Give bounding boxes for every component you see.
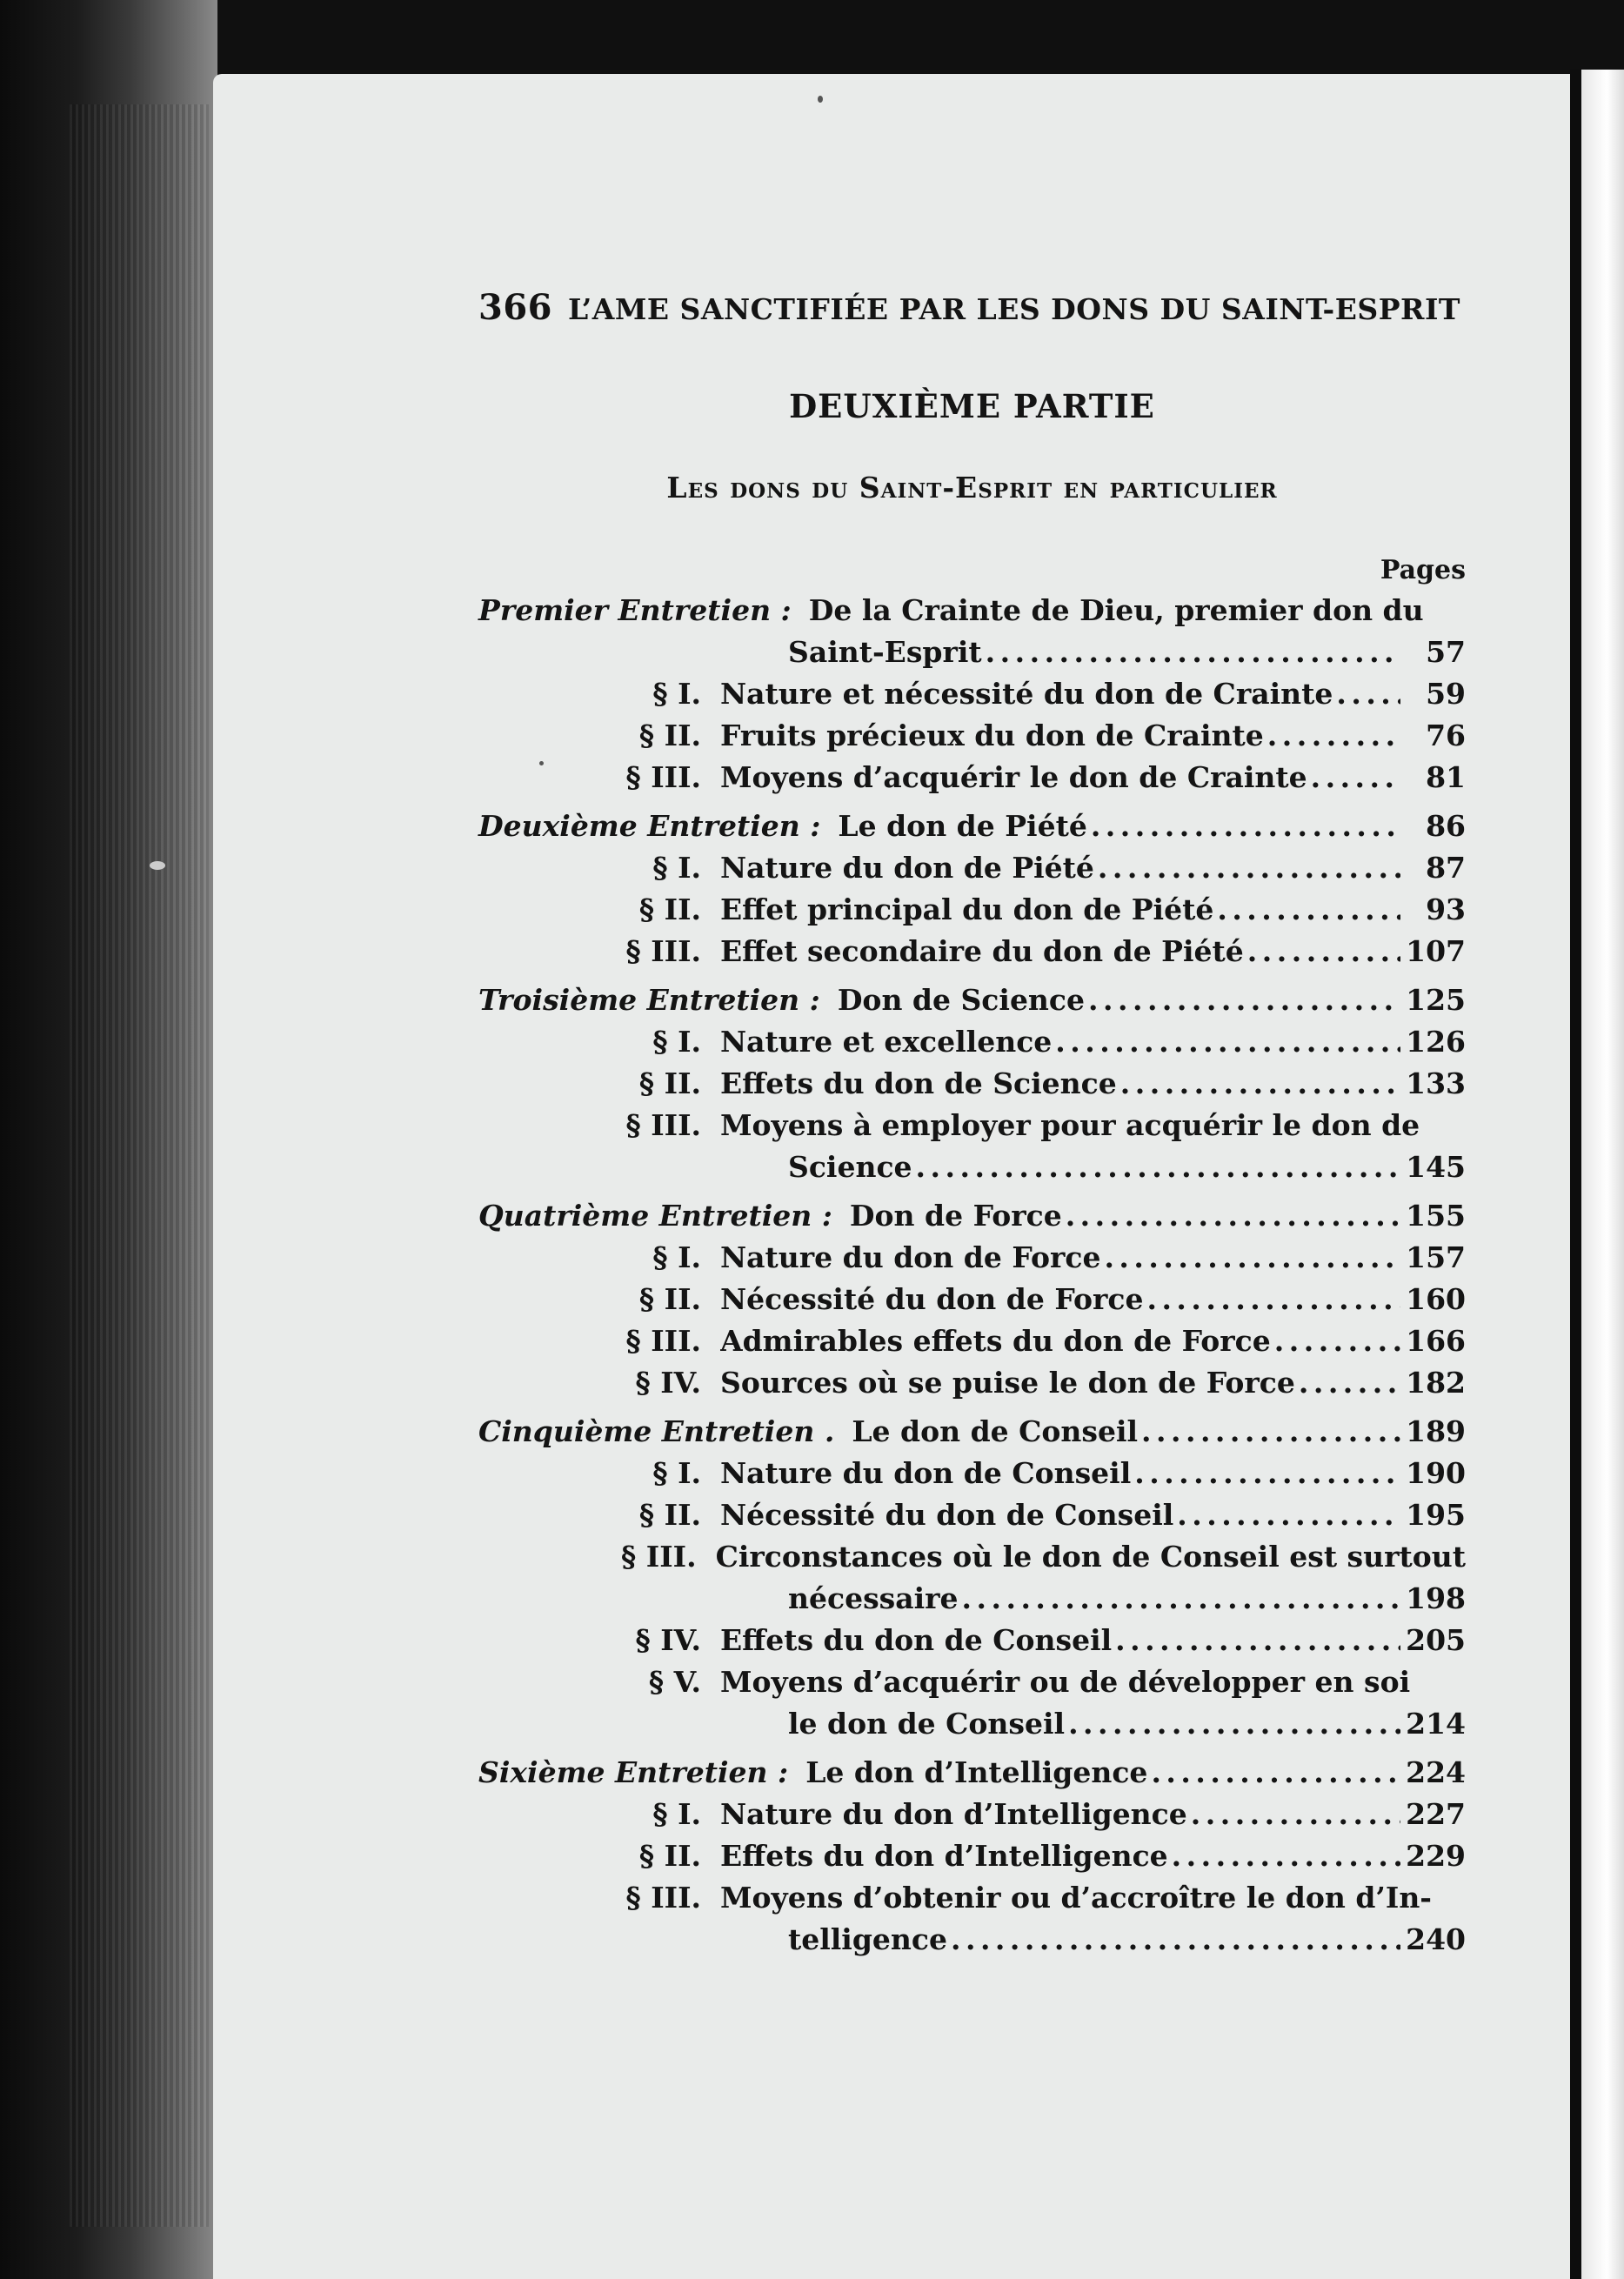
- page-number: 366: [478, 287, 552, 328]
- entry-line: [720, 1453, 1400, 1494]
- entry-text: Moyens d’acquérir ou de développer en soi: [720, 1665, 1411, 1699]
- leader-dots: [1146, 1279, 1400, 1320]
- entry-line: [788, 1919, 1400, 1961]
- entry-text: Don de Science: [837, 983, 1086, 1017]
- part-title: DEUXIÈME PARTIE: [789, 387, 1155, 425]
- toc-entry-section: [478, 1063, 1466, 1105]
- page-ref: 189: [1406, 1414, 1466, 1448]
- entry-text: Moyens à employer pour acquérir le don de: [720, 1108, 1420, 1142]
- section-mark: § III.: [625, 1881, 701, 1915]
- entry-text: Nécessité du don de Force: [720, 1282, 1144, 1316]
- leader-dots: [951, 1919, 1400, 1961]
- section-mark: § IV.: [635, 1623, 701, 1657]
- entry-text: Nécessité du don de Conseil: [720, 1498, 1174, 1532]
- section-mark: § III.: [625, 934, 701, 968]
- section-mark: § II.: [638, 1498, 701, 1532]
- page-ref: 190: [1406, 1456, 1466, 1490]
- entry-text: Le don de Piété: [838, 809, 1087, 843]
- entry-line: [838, 805, 1400, 847]
- entry-text: Admirables effets du don de Force: [720, 1324, 1271, 1358]
- entry-line: [720, 1320, 1400, 1362]
- page-ref: 229: [1406, 1839, 1466, 1873]
- entry-text: le don de Conseil: [788, 1707, 1066, 1741]
- part-subtitle: Les dons du Saint-Esprit en particulier: [666, 471, 1278, 505]
- section-mark: § III.: [625, 1108, 701, 1142]
- section-mark: § I.: [652, 1240, 701, 1274]
- entry-text: Moyens d’acquérir le don de Crainte: [720, 760, 1307, 794]
- leader-dots: [1055, 1021, 1400, 1063]
- entry-line: [720, 1620, 1400, 1661]
- entry-line: [720, 757, 1400, 799]
- entry-text: Effets du don de Science: [720, 1066, 1117, 1100]
- toc-entry-section: [478, 847, 1466, 889]
- toc-entry-section: [478, 715, 1466, 757]
- page-ref: 182: [1406, 1366, 1466, 1400]
- toc-entry-section: [478, 1021, 1466, 1063]
- leader-dots: [1104, 1237, 1400, 1279]
- page-ref: 195: [1406, 1498, 1466, 1532]
- toc-entry-section: [478, 1494, 1466, 1536]
- entry-text: nécessaire: [788, 1581, 959, 1615]
- entretien-label: Deuxième Entretien :: [478, 809, 821, 843]
- entry-text: Effets du don d’Intelligence: [720, 1839, 1168, 1873]
- section-mark: § II.: [638, 718, 701, 752]
- page-ref: 214: [1406, 1707, 1466, 1741]
- toc-entry-continuation: [478, 632, 1466, 673]
- toc-entry-section: [478, 889, 1466, 931]
- leader-dots: [1120, 1063, 1400, 1105]
- entry-line: [788, 1578, 1400, 1620]
- entry-text: Nature du don d’Intelligence: [720, 1797, 1187, 1831]
- entry-text: Moyens d’obtenir ou d’accroître le don d’In-: [720, 1881, 1433, 1915]
- entretien-label: Premier Entretien :: [478, 593, 792, 627]
- toc-entry-entretien: [478, 1195, 1466, 1237]
- toc-entry-section: [478, 931, 1466, 972]
- page-ref: 86: [1426, 809, 1466, 843]
- page-ref: 224: [1406, 1755, 1466, 1789]
- entretien-label: Troisième Entretien :: [478, 983, 820, 1017]
- entry-text: Effet principal du don de Piété: [720, 892, 1214, 926]
- page-ref: 93: [1426, 892, 1466, 926]
- leader-dots: [1088, 979, 1400, 1021]
- ink-speck: [150, 861, 165, 870]
- entry-line: [720, 1237, 1400, 1279]
- toc-entry-entretien: [478, 979, 1466, 1021]
- entry-text: Circonstances où le don de Conseil est surtout: [715, 1540, 1466, 1574]
- toc-entry-section: [478, 673, 1466, 715]
- entry-text: telligence: [788, 1922, 947, 1956]
- leader-dots: [1311, 757, 1400, 799]
- entry-line: [720, 673, 1400, 715]
- page-ref: 133: [1406, 1066, 1466, 1100]
- section-mark: § III.: [625, 1324, 701, 1358]
- toc-entry-section: [478, 1835, 1466, 1877]
- section-mark: § I.: [652, 1025, 701, 1059]
- leader-dots: [1267, 715, 1400, 757]
- entry-line: [788, 632, 1400, 673]
- section-mark: § I.: [652, 851, 701, 885]
- page-ref: 205: [1406, 1623, 1466, 1657]
- running-head: [478, 287, 1466, 328]
- entry-line: [720, 1362, 1400, 1404]
- entretien-label: Cinquième Entretien .: [478, 1414, 835, 1448]
- toc-entry-section: [478, 1877, 1466, 1919]
- page-ref: 76: [1426, 718, 1466, 752]
- section-mark: § III.: [625, 760, 701, 794]
- section-mark: § V.: [648, 1665, 701, 1699]
- entry-line: [805, 1752, 1400, 1794]
- entry-line: [720, 1794, 1400, 1835]
- entry-text: Le don de Conseil: [852, 1414, 1139, 1448]
- leader-dots: [1091, 805, 1400, 847]
- entry-text: Nature du don de Force: [720, 1240, 1101, 1274]
- entry-line: [720, 1021, 1400, 1063]
- entry-line: [720, 889, 1400, 931]
- leader-dots: [1247, 931, 1400, 972]
- entry-line: [720, 715, 1400, 757]
- leader-dots: [1151, 1752, 1400, 1794]
- page-ref: 166: [1406, 1324, 1466, 1358]
- section-mark: § I.: [652, 1456, 701, 1490]
- leader-dots: [1177, 1494, 1400, 1536]
- page-ref: 57: [1426, 635, 1466, 669]
- toc-entry-continuation: [478, 1146, 1466, 1188]
- toc-entry-entretien: [478, 590, 1466, 632]
- toc-entry-section: [478, 1794, 1466, 1835]
- toc-entry-section: [478, 1620, 1466, 1661]
- toc-entry-section: [478, 1279, 1466, 1320]
- entry-text: De la Crainte de Dieu, premier don du: [808, 593, 1424, 627]
- page-ref: 198: [1406, 1581, 1466, 1615]
- page-ref: 126: [1406, 1025, 1466, 1059]
- entretien-label: Sixième Entretien :: [478, 1755, 789, 1789]
- entry-text: Le don d’Intelligence: [805, 1755, 1148, 1789]
- page-ref: 240: [1406, 1922, 1466, 1956]
- entry-text: Fruits précieux du don de Crainte: [720, 718, 1264, 752]
- entretien-label: Quatrième Entretien :: [478, 1199, 832, 1233]
- toc-entry-entretien: [478, 1411, 1466, 1453]
- entry-line: [720, 1494, 1400, 1536]
- page-ref: 145: [1406, 1150, 1466, 1184]
- toc-entry-section: [478, 1661, 1466, 1703]
- page-ref: 107: [1406, 934, 1466, 968]
- leader-dots: [1134, 1453, 1400, 1494]
- toc-entry-entretien: [478, 805, 1466, 847]
- ink-speck: [818, 96, 823, 103]
- entry-text: Sources où se puise le don de Force: [720, 1366, 1295, 1400]
- page-ref: 157: [1406, 1240, 1466, 1274]
- leader-dots: [1141, 1411, 1400, 1453]
- page-ref: 155: [1406, 1199, 1466, 1233]
- leader-dots: [1274, 1320, 1400, 1362]
- entry-text: Nature et excellence: [720, 1025, 1053, 1059]
- toc-entry-section: [478, 1362, 1466, 1404]
- toc-entry-continuation: [478, 1919, 1466, 1961]
- table-of-contents-page: [478, 287, 1466, 1961]
- entry-text: Effets du don de Conseil: [720, 1623, 1113, 1657]
- leader-dots: [962, 1578, 1400, 1620]
- page-ref: 227: [1406, 1797, 1466, 1831]
- toc-entry-section: [478, 1237, 1466, 1279]
- entry-line: [720, 1279, 1400, 1320]
- leader-dots: [1115, 1620, 1400, 1661]
- leader-dots: [1336, 673, 1400, 715]
- spine-texture: [70, 104, 209, 2227]
- leader-dots: [1299, 1362, 1400, 1404]
- page-ref: 160: [1406, 1282, 1466, 1316]
- entry-line: [720, 847, 1400, 889]
- section-mark: § II.: [638, 1282, 701, 1316]
- page-ref: 81: [1426, 760, 1466, 794]
- leader-dots: [916, 1146, 1400, 1188]
- entry-text: Don de Force: [849, 1199, 1062, 1233]
- page-ref: 59: [1426, 677, 1466, 711]
- section-mark: § II.: [638, 1839, 701, 1873]
- section-mark: § II.: [638, 892, 701, 926]
- toc-entry-section: [478, 1320, 1466, 1362]
- entry-line: [838, 979, 1400, 1021]
- entry-text: Effet secondaire du don de Piété: [720, 934, 1244, 968]
- section-mark: § III.: [621, 1540, 697, 1574]
- adjacent-page-edge: [1581, 70, 1624, 2279]
- entry-text: Nature du don de Conseil: [720, 1456, 1132, 1490]
- toc-entry-entretien: [478, 1752, 1466, 1794]
- entry-line: [788, 1703, 1400, 1745]
- page-ref: 125: [1406, 983, 1466, 1017]
- toc-entry-section: [478, 1536, 1466, 1578]
- entry-line: [720, 1063, 1400, 1105]
- leader-dots: [1191, 1794, 1400, 1835]
- section-mark: § IV.: [635, 1366, 701, 1400]
- section-mark: § I.: [652, 1797, 701, 1831]
- page-ref: 87: [1426, 851, 1466, 885]
- toc-entry-section: [478, 1453, 1466, 1494]
- toc-entry-section: [478, 757, 1466, 799]
- entry-text: Science: [788, 1150, 912, 1184]
- entry-line: [850, 1195, 1400, 1237]
- leader-dots: [1068, 1703, 1400, 1745]
- leader-dots: [1217, 889, 1400, 931]
- leader-dots: [986, 632, 1400, 673]
- book-title: L’AME SANCTIFIÉE PAR LES DONS DU SAINT-ESPRIT: [568, 292, 1460, 326]
- toc-entry-continuation: [478, 1578, 1466, 1620]
- toc-entry-section: [478, 1105, 1466, 1146]
- entry-line: [788, 1146, 1400, 1188]
- leader-dots: [1098, 847, 1400, 889]
- entry-line: [720, 931, 1400, 972]
- entry-line: [852, 1411, 1400, 1453]
- pages-column-label: Pages: [1380, 555, 1466, 585]
- section-mark: § II.: [638, 1066, 701, 1100]
- leader-dots: [1066, 1195, 1400, 1237]
- toc-list: [478, 590, 1466, 1961]
- section-mark: § I.: [652, 677, 701, 711]
- toc-entry-continuation: [478, 1703, 1466, 1745]
- entry-text: Nature et nécessité du don de Crainte: [720, 677, 1333, 711]
- entry-line: [720, 1835, 1400, 1877]
- entry-text: Nature du don de Piété: [720, 851, 1094, 885]
- leader-dots: [1172, 1835, 1400, 1877]
- entry-text: Saint-Esprit: [788, 635, 982, 669]
